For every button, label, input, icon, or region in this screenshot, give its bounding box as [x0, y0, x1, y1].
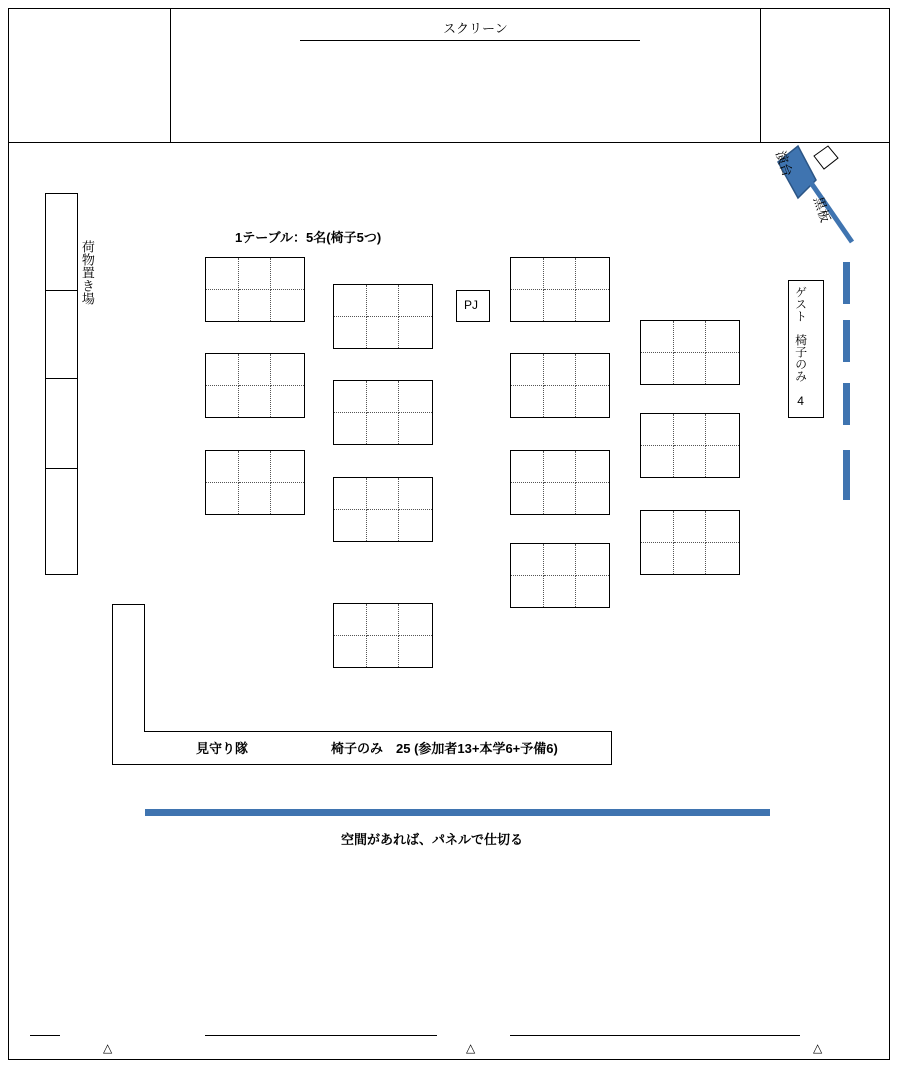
right-partition-dash — [843, 450, 850, 500]
table-row — [333, 380, 433, 445]
baggage-area-outline — [45, 193, 78, 575]
door-mark-icon: △ — [103, 1041, 113, 1055]
top-band-divider-left — [170, 8, 171, 142]
table-row — [640, 320, 740, 385]
right-partition-dash — [843, 383, 850, 425]
blackboard-label: 黒板 — [810, 194, 834, 225]
watch-team-wall-top — [112, 604, 144, 605]
chair-row-right-line — [611, 731, 612, 764]
table-note-label: 1テーブル：5名(椅子5つ) — [235, 230, 382, 245]
table-row — [510, 257, 610, 322]
guest-label: ゲスト 椅子のみ 4 — [793, 286, 808, 408]
baggage-divider-2 — [45, 378, 78, 379]
table-row — [333, 477, 433, 542]
door-mark-icon: △ — [813, 1041, 823, 1055]
right-partition-dash — [843, 262, 850, 304]
table-row — [640, 510, 740, 575]
table-row — [333, 284, 433, 349]
panel-divider-bar — [145, 809, 770, 816]
door-mark-icon: △ — [466, 1041, 476, 1055]
outer-room-border — [8, 8, 890, 1060]
bottom-wall-segment-2 — [205, 1035, 437, 1036]
table-row — [205, 450, 305, 515]
baggage-label: 荷物置き場 — [79, 240, 95, 305]
watch-team-wall-left — [112, 604, 113, 764]
bottom-wall-segment-3 — [510, 1035, 800, 1036]
watch-team-wall-bottom — [112, 764, 612, 765]
baggage-divider-3 — [45, 468, 78, 469]
table-row — [510, 543, 610, 608]
watch-team-wall-inner — [144, 604, 145, 731]
stage-label: 演台 — [772, 148, 796, 179]
panel-note-label: 空間があれば、パネルで仕切る — [341, 832, 524, 847]
watch-team-label: 見守り隊 — [196, 741, 249, 756]
chair-row-top-line — [144, 731, 612, 732]
screen-label: スクリーン — [443, 21, 508, 36]
screen-line — [300, 40, 640, 41]
baggage-divider-1 — [45, 290, 78, 291]
top-band-divider — [8, 142, 890, 143]
bottom-wall-segment-1 — [30, 1035, 60, 1036]
top-band-divider-right — [760, 8, 761, 142]
chairs-only-label: 椅子のみ 25 (参加者13+本学6+予備6) — [331, 741, 558, 756]
right-partition-dash — [843, 320, 850, 362]
blackboard-line — [780, 150, 899, 270]
table-row — [510, 450, 610, 515]
table-row — [333, 603, 433, 668]
projector-label: PJ — [464, 298, 479, 312]
table-row — [510, 353, 610, 418]
table-row — [205, 257, 305, 322]
table-row — [205, 353, 305, 418]
table-row — [640, 413, 740, 478]
